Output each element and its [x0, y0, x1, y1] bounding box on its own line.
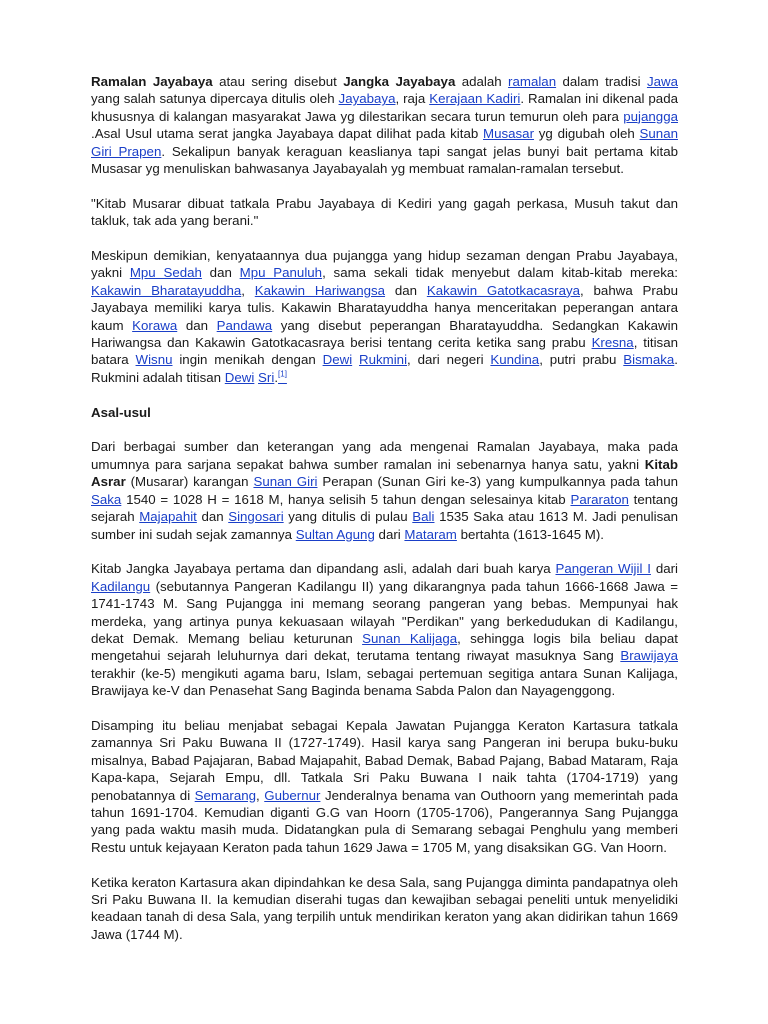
- text-run: dari: [374, 526, 405, 542]
- footnote-ref[interactable]: [1]: [278, 369, 287, 379]
- paragraph: [91, 560, 678, 699]
- bold-text: Kitab Asrar: [91, 456, 678, 490]
- text-run: , sehingga logis bila beliau dapat mengetahui sejarah leluhurnya dari dekat, terutama tentang riwayat masuknya Sang: [91, 630, 678, 664]
- link-sunan-giri[interactable]: Sunan Giri: [253, 474, 318, 490]
- text-run: yang salah satunya dipercaya ditulis oleh: [91, 91, 339, 107]
- text-run: bertahta (1613-1645 M).: [456, 526, 604, 542]
- text-run: , sama sekali tidak menyebut dalam kitab-kitab mereka:: [322, 265, 678, 281]
- text-run: ingin menikah dengan: [172, 352, 323, 368]
- text-run: "Kitab Musarar dibuat tatkala Prabu Jayabaya di Kediri yang gagah perkasa, Musuh takut dan takluk, tak ada yang berani.": [91, 195, 678, 229]
- text-run: dan: [177, 317, 217, 333]
- link-sunan-giri-prapen[interactable]: Sunan Giri Prapen: [91, 126, 678, 159]
- link-mpu-panuluh[interactable]: Mpu Panuluh: [239, 265, 323, 281]
- paragraph: [91, 247, 678, 386]
- link-bismaka[interactable]: Bismaka: [623, 352, 675, 368]
- link-semarang[interactable]: Semarang: [194, 787, 257, 803]
- link-jayabaya[interactable]: Jayabaya: [338, 91, 396, 107]
- text-run: dari: [650, 561, 678, 577]
- link-kakawin-hariwangsa[interactable]: Kakawin Hariwangsa: [254, 282, 386, 298]
- link-pararaton[interactable]: Pararaton: [570, 491, 629, 507]
- text-run: dan: [385, 282, 427, 298]
- link-musasar[interactable]: Musasar: [483, 126, 535, 142]
- text-run: (sebutannya Pangeran Kadilangu II) yang dikarangnya pada tahun 1666-1668 Jawa = 1741-1743 M. Sang Pujangga ini memang seorang pangeran yang bebas. Mempunyai hak merdeka, yang artinya punya kekuasaan wilayah "Perdikan" yang berkedudukan di Kadilangu, dekat Demak. Memang beliau keturunan: [91, 578, 678, 646]
- link-saka[interactable]: Saka: [91, 491, 122, 507]
- text-run: .: [274, 369, 279, 385]
- text-run: Ketika keraton Kartasura akan dipindahkan ke desa Sala, sang Pujangga diminta pandapatnya oleh Sri Paku Buwana II. Ia kemudian diserahi tugas dan kewajiban sebagai peneliti untuk menyelidiki keadaan tanah di desa Sala, yang terpilih untuk mendirikan keraton yang akan didirikan tahun 1669 Jawa (1744 M).: [91, 874, 678, 942]
- text-run: ,: [241, 282, 255, 298]
- bold-text: Asal-usul: [91, 404, 151, 420]
- link-kresna[interactable]: Kresna: [591, 335, 634, 351]
- text-run: Jenderalnya benama van Outhoorn yang memerintah pada tahun 1691-1704. Kemudian diganti G.G van Hoorn (1705-1706), Pangerannya Sang Pujangga yang pada waktu masih muda. Didatangkan pula di Semarang sebagai Penghulu yang memberi Restu untuk kejayaan Keraton pada tahun 1629 Jawa = 1705 M, yang disaksikan GG. Van Hoorn.: [91, 787, 679, 855]
- link-kerajaan-kadiri[interactable]: Kerajaan Kadiri: [429, 91, 521, 107]
- link-sri[interactable]: Sri: [258, 369, 275, 385]
- link-wisnu[interactable]: Wisnu: [135, 352, 173, 368]
- text-run: .Asal Usul utama serat jangka Jayabaya dapat dilihat pada kitab: [91, 126, 484, 142]
- link-mpu-sedah[interactable]: Mpu Sedah: [129, 265, 202, 281]
- text-run: yang disebut peperangan Bharatayuddha. Sedangkan Kakawin Hariwangsa dan Kakawin Gatotkacasraya berisi tentang cerita ketika sang prabu: [91, 317, 678, 351]
- text-run: Dari berbagai sumber dan keterangan yang ada mengenai Ramalan Jayabaya, maka pada umumnya para sarjana sepakat bahwa sumber ramalan ini sebenarnya hanya satu, yakni: [91, 439, 678, 472]
- text-run: Disamping itu beliau menjabat sebagai Kepala Jawatan Pujangga Keraton Kartasura tatkala zamannya Sri Paku Buwana II (1727-1749). Hasil karya sang Pangeran ini berupa buku-buku misalnya, Babad Pajajaran, Babad Majapahit, Babad Demak, Babad Pajang, Babad Mataram, Raja Kapa-kapa, Sejarah Empu, dll. Tatkala Sri Paku Buwana I naik tahta (1704-1719) yang penobatannya di: [91, 717, 678, 803]
- text-run: . Sekalipun banyak keraguan keaslianya tapi sangat jelas bunyi bait pertama kitab Musasar yg menuliskan bahwasanya Jayabayalah yg membuat ramalan-ramalan tersebut.: [91, 143, 678, 177]
- text-run: , dari negeri: [407, 352, 491, 368]
- paragraph: [91, 874, 678, 944]
- link-sunan-kalijaga[interactable]: Sunan Kalijaga: [362, 630, 458, 646]
- text-run: Kitab Jangka Jayabaya pertama dan dipandang asli, adalah dari buah karya: [91, 561, 556, 577]
- link-mataram[interactable]: Mataram: [404, 526, 457, 542]
- link-korawa[interactable]: Korawa: [132, 317, 178, 333]
- text-run: (Musarar) karangan: [125, 474, 254, 490]
- paragraph: [91, 717, 678, 856]
- link-singosari[interactable]: Singosari: [228, 509, 284, 525]
- text-run: tentang sejarah: [91, 491, 678, 525]
- text-run: , raja: [395, 91, 430, 107]
- text-run: 1535 Saka atau 1613 M. Jadi penulisan sumber ini sudah sejak zamannya: [91, 509, 679, 542]
- text-run: , putri prabu: [539, 352, 624, 368]
- text-run: terakhir (ke-5) mengikuti agama baru, Islam, sebagai pertemuan segitiga antara Sunan Kalijaga, Brawijaya ke-V dan Penasehat Sang Baginda benama Sabda Palon dan Nayagenggong.: [91, 665, 678, 699]
- text-run: dan: [201, 265, 240, 281]
- link-kundina[interactable]: Kundina: [490, 352, 540, 368]
- paragraph: [91, 73, 678, 177]
- link-bali[interactable]: Bali: [412, 509, 435, 525]
- text-run: Perapan (Sunan Giri ke-3) yang kumpulkannya pada tahun: [317, 474, 679, 490]
- text-run: [352, 352, 359, 367]
- bold-text: Ramalan Jayabaya: [91, 74, 213, 89]
- link-brawijaya[interactable]: Brawijaya: [620, 648, 678, 664]
- link-pangeran-wijil-i[interactable]: Pangeran Wijil I: [555, 561, 651, 577]
- text-run: , titisan batara: [91, 335, 678, 368]
- link-pandawa[interactable]: Pandawa: [216, 317, 273, 333]
- link-kakawin-bharatayuddha[interactable]: Kakawin Bharatayuddha: [91, 282, 242, 298]
- text-run: . Ramalan ini dikenal pada khususnya di kalangan masyarakat Jawa yg dilestarikan secara turun temurun oleh para: [91, 91, 678, 124]
- text-run: atau sering disebut: [212, 74, 344, 89]
- link-kadilangu[interactable]: Kadilangu: [91, 578, 151, 594]
- text-run: ,: [256, 787, 265, 803]
- paragraph: [91, 438, 678, 542]
- link-rukmini[interactable]: Rukmini: [359, 352, 408, 368]
- link-ramalan[interactable]: ramalan: [508, 74, 557, 89]
- link-gubernur[interactable]: Gubernur: [264, 787, 321, 803]
- link-pujangga[interactable]: pujangga: [623, 108, 678, 124]
- paragraph: [91, 195, 678, 230]
- link-majapahit[interactable]: Majapahit: [139, 509, 197, 525]
- text-run: dalam tradisi: [556, 74, 647, 89]
- text-run: adalah: [455, 74, 509, 89]
- section-heading: [91, 404, 678, 421]
- text-run: yang ditulis di pulau: [283, 509, 413, 525]
- bold-text: Jangka Jayabaya: [343, 74, 456, 89]
- text-run: dan: [196, 509, 229, 525]
- text-run: yg digubah oleh: [534, 126, 640, 142]
- link-sultan-agung[interactable]: Sultan Agung: [295, 526, 375, 542]
- link-dewi[interactable]: Dewi: [322, 352, 353, 368]
- text-run: Meskipun demikian, kenyataannya dua pujangga yang hidup sezaman dengan Prabu Jayabaya, yakni: [91, 248, 678, 281]
- link-1[interactable]: [278, 370, 287, 385]
- text-run: , bahwa Prabu Jayabaya memiliki karya tulis. Kakawin Bharatayuddha hanya menceritakan peperangan antara kaum: [91, 282, 678, 333]
- link-dewi[interactable]: Dewi: [224, 369, 255, 385]
- text-run: . Rukmini adalah titisan: [91, 352, 678, 385]
- link-kakawin-gatotkacasraya[interactable]: Kakawin Gatotkacasraya: [426, 282, 581, 298]
- link-jawa[interactable]: Jawa: [646, 74, 678, 89]
- text-run: 1540 = 1028 H = 1618 M, hanya selisih 5 tahun dengan selesainya kitab: [121, 491, 571, 507]
